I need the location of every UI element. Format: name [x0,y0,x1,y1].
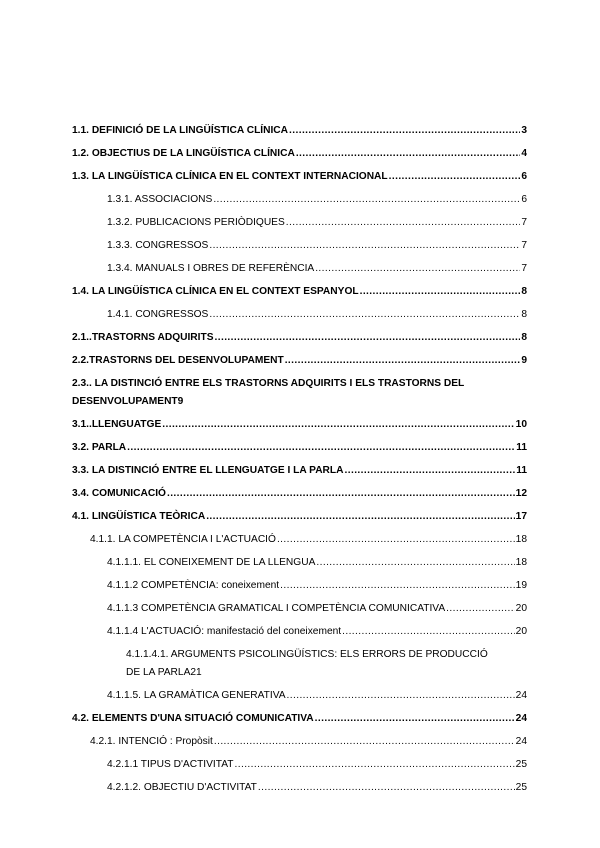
toc-entry[interactable] [107,263,527,275]
toc-leader-dots [342,626,515,638]
toc-leader-dots [286,217,521,229]
toc-entry[interactable] [107,690,527,702]
toc-entry-label: 1.3.1. ASSOCIACIONS [107,194,213,205]
toc-leader-dots [315,713,515,725]
toc-entry[interactable] [107,603,527,615]
toc-entry[interactable] [90,736,527,748]
toc-entry-label: 1.3.2. PUBLICACIONS PERIÒDIQUES [107,217,285,228]
toc-leader-dots [316,557,514,569]
toc-page-number: 8 [521,332,527,343]
toc-page-number: 25 [515,759,527,770]
toc-page-number: 20 [515,603,527,614]
toc-leader-dots [360,286,521,298]
toc-entry[interactable] [107,580,527,592]
toc-leader-dots [209,240,520,252]
toc-leader-dots [289,125,520,137]
toc-entry-label: 1.2. OBJECTIUS DE LA LINGÜÍSTICA CLÍNICA [72,148,295,159]
toc-page-number: 24 [515,690,527,701]
toc-entry-label: 3.2. PARLA [72,442,127,453]
toc-page-number: 6 [521,194,527,205]
toc-leader-dots [162,419,514,431]
toc-page-number: 25 [515,782,527,793]
toc-entry-label: 4.2. ELEMENTS D'UNA SITUACIÓ COMUNICATIVA [72,713,314,724]
toc-entry[interactable] [72,713,527,725]
toc-entry[interactable] [72,125,527,137]
toc-entry[interactable] [90,534,527,546]
toc-page-number: 8 [521,309,527,320]
toc-entry-label: 4.2.1.2. OBJECTIU D'ACTIVITAT [107,782,257,793]
toc-entry[interactable] [72,286,527,298]
toc-entry[interactable] [72,442,527,454]
toc-entry-label: 4.1.1.2 COMPETÈNCIA: coneixement [107,580,280,591]
toc-page-number: 7 [521,263,527,274]
toc-entry[interactable] [107,240,527,252]
toc-entry[interactable] [72,465,527,477]
toc-page-number: 18 [515,557,527,568]
toc-leader-dots [446,603,515,615]
toc-page-number: 18 [515,534,527,545]
toc-page-number: 9 [521,355,527,366]
toc-entry[interactable] [107,626,527,638]
toc-page-number: 7 [521,240,527,251]
toc-page-number: 24 [515,736,527,747]
toc-entry-label: 4.1.1.1. EL CONEIXEMENT DE LA LLENGUA [107,557,316,568]
toc-page-number: 10 [515,419,527,430]
toc-leader-dots [277,534,515,546]
toc-leader-dots [213,194,520,206]
toc-page-number: 3 [521,125,527,136]
toc-entry-label: 4.1.1. LA COMPETÈNCIA I L'ACTUACIÓ [90,534,276,545]
toc-entry[interactable] [107,759,527,771]
toc-page-number: 7 [521,217,527,228]
toc-entry-label: 1.3. LA LINGÜÍSTICA CLÍNICA EN EL CONTEXT INTERNACIONAL [72,171,388,182]
toc-entry-label: 2.1..TRASTORNS ADQUIRITS [72,332,214,343]
toc-entry[interactable] [72,488,527,500]
toc-leader-dots [280,580,515,592]
toc-entry-label: 4.1.1.4 L'ACTUACIÓ: manifestació del coneixement [107,626,342,637]
toc-entry[interactable] [107,782,527,794]
toc-leader-dots [209,309,520,321]
toc-entry-label: 3.1..LLENGUATGE [72,419,162,430]
toc-entry-label: 4.1. LINGÜÍSTICA TEÒRICA [72,511,206,522]
toc-entry[interactable] [72,355,527,367]
toc-entry[interactable] [107,309,527,321]
toc-entry-label-continued: DE LA PARLA [126,667,191,678]
toc-page-number: 20 [515,626,527,637]
toc-page-number: 8 [521,286,527,297]
toc-leader-dots [389,171,521,183]
toc-leader-dots [127,442,515,454]
toc-page-number: 4 [521,148,527,159]
toc-entry-label: 4.2.1. INTENCIÓ : Propòsit [90,736,213,747]
toc-leader-dots [206,511,514,523]
toc-entry[interactable] [72,419,527,431]
toc-page-number: 24 [515,713,527,724]
toc-leader-dots [285,355,521,367]
toc-leader-dots [315,263,520,275]
toc-entry-label: 1.3.4. MANUALS I OBRES DE REFERÈNCIA [107,263,315,274]
toc-leader-dots [258,782,515,794]
table-of-contents [0,120,600,794]
toc-leader-dots [215,332,521,344]
toc-entry-label: 4.1.1.5. LA GRAMÀTICA GENERATIVA [107,690,286,701]
toc-page-number: 9 [177,396,184,407]
toc-page-number: 19 [515,580,527,591]
toc-page-number: 6 [521,171,527,182]
toc-page-number: 11 [516,465,527,476]
toc-page-number: 11 [516,442,527,453]
toc-page-number: 21 [190,667,202,678]
toc-entry-label: 3.4. COMUNICACIÓ [72,488,166,499]
toc-entry-label: 2.3.. LA DISTINCIÓ ENTRE ELS TRASTORNS ADQUIRITS I ELS TRASTORNS DEL [72,378,465,389]
toc-page-number: 12 [515,488,527,499]
toc-entry[interactable] [107,217,527,229]
toc-leader-dots [296,148,521,160]
toc-leader-dots [235,759,515,771]
toc-entry[interactable] [107,194,527,206]
toc-entry-label-continued: DESENVOLUPAMENT [72,396,178,407]
toc-entry-label: 1.3.3. CONGRESSOS [107,240,209,251]
toc-leader-dots [167,488,515,500]
toc-entry-label: 1.4.1. CONGRESSOS [107,309,209,320]
toc-entry[interactable] [72,332,527,344]
toc-entry[interactable] [107,557,527,569]
toc-entry-label: 1.4. LA LINGÜÍSTICA CLÍNICA EN EL CONTEXT ESPANYOL [72,286,359,297]
toc-entry-label: 4.2.1.1 TIPUS D'ACTIVITAT [107,759,234,770]
toc-entry-label: 3.3. LA DISTINCIÓ ENTRE EL LLENGUATGE I LA PARLA [72,465,344,476]
toc-entry[interactable] [72,378,527,408]
toc-entry-label: 1.1. DEFINICIÓ DE LA LINGÜÍSTICA CLÍNICA [72,125,289,136]
toc-leader-dots [345,465,516,477]
toc-entry[interactable] [72,148,527,160]
toc-page-number: 17 [515,511,527,522]
toc-entry-label: 2.2.TRASTORNS DEL DESENVOLUPAMENT [72,355,284,366]
toc-leader-dots [287,690,515,702]
toc-entry[interactable] [72,511,527,523]
toc-entry-label: 4.1.1.4.1. ARGUMENTS PSICOLINGÜÍSTICS: ELS ERRORS DE PRODUCCIÓ [126,649,488,660]
toc-leader-dots [214,736,515,748]
toc-entry[interactable] [126,649,527,679]
toc-entry[interactable] [72,171,527,183]
toc-entry-label: 4.1.1.3 COMPETÈNCIA GRAMATICAL I COMPETÈNCIA COMUNICATIVA [107,603,446,614]
